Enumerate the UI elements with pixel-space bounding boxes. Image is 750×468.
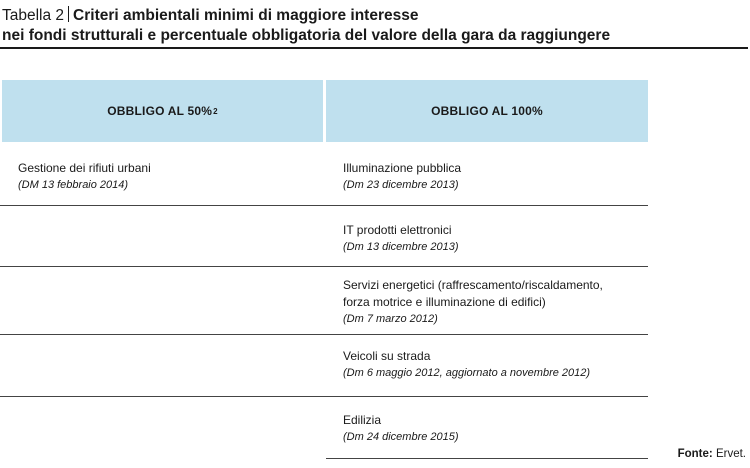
source-note	[678, 448, 746, 460]
entry-ref: (Dm 7 marzo 2012)	[343, 313, 438, 325]
entry-name: Edilizia	[343, 413, 382, 427]
entry-name: Illuminazione pubblica	[343, 161, 462, 175]
right-entry-servizi-energetici	[343, 277, 643, 328]
right-entry-it	[343, 222, 643, 256]
entry-ref: (DM 13 febbraio 2014)	[18, 179, 129, 191]
right-entry-veicoli	[343, 348, 643, 382]
header-left-label: OBBLIGO AL 50%	[107, 104, 213, 118]
entry-ref: (Dm 23 dicembre 2013)	[343, 179, 459, 191]
entry-ref: (Dm 13 dicembre 2013)	[343, 241, 459, 253]
source-value: Ervet.	[715, 448, 746, 460]
right-entry-edilizia	[343, 412, 643, 446]
row-divider	[0, 205, 648, 206]
row-divider	[0, 396, 648, 397]
row-divider	[0, 334, 648, 335]
title-line-1	[2, 6, 747, 26]
title-rule	[0, 47, 748, 49]
entry-name: Gestione dei rifiuti urbani	[18, 161, 151, 175]
row-divider	[326, 458, 648, 459]
entry-name: Veicoli su strada	[343, 349, 431, 363]
title-text-2: nei fondi strutturali e percentuale obbligatoria del valore della gara da raggiungere	[2, 27, 611, 44]
entry-ref: (Dm 24 dicembre 2015)	[343, 431, 459, 443]
source-label: Fonte:	[677, 448, 713, 460]
table-title	[2, 6, 747, 46]
title-separator	[68, 6, 69, 22]
entry-name-line-1: Servizi energetici (raffrescamento/riscaldamento,	[343, 278, 603, 292]
left-entry-rifiuti	[18, 160, 151, 194]
footnote-marker: 2	[213, 106, 218, 116]
title-text-1: Criteri ambientali minimi di maggiore interesse	[73, 7, 419, 24]
header-right-label: OBBLIGO AL 100%	[431, 104, 543, 118]
table-number: Tabella 2	[2, 7, 65, 24]
right-entry-illuminazione	[343, 160, 643, 194]
entry-name-line-2: forza motrice e illuminazione di edifici)	[343, 295, 546, 309]
header-obbligo-50	[2, 80, 323, 142]
row-divider	[0, 266, 648, 267]
header-obbligo-100	[326, 80, 648, 142]
entry-ref: (Dm 6 maggio 2012, aggiornato a novembre 2012)	[343, 367, 591, 379]
entry-name: IT prodotti elettronici	[343, 223, 452, 237]
